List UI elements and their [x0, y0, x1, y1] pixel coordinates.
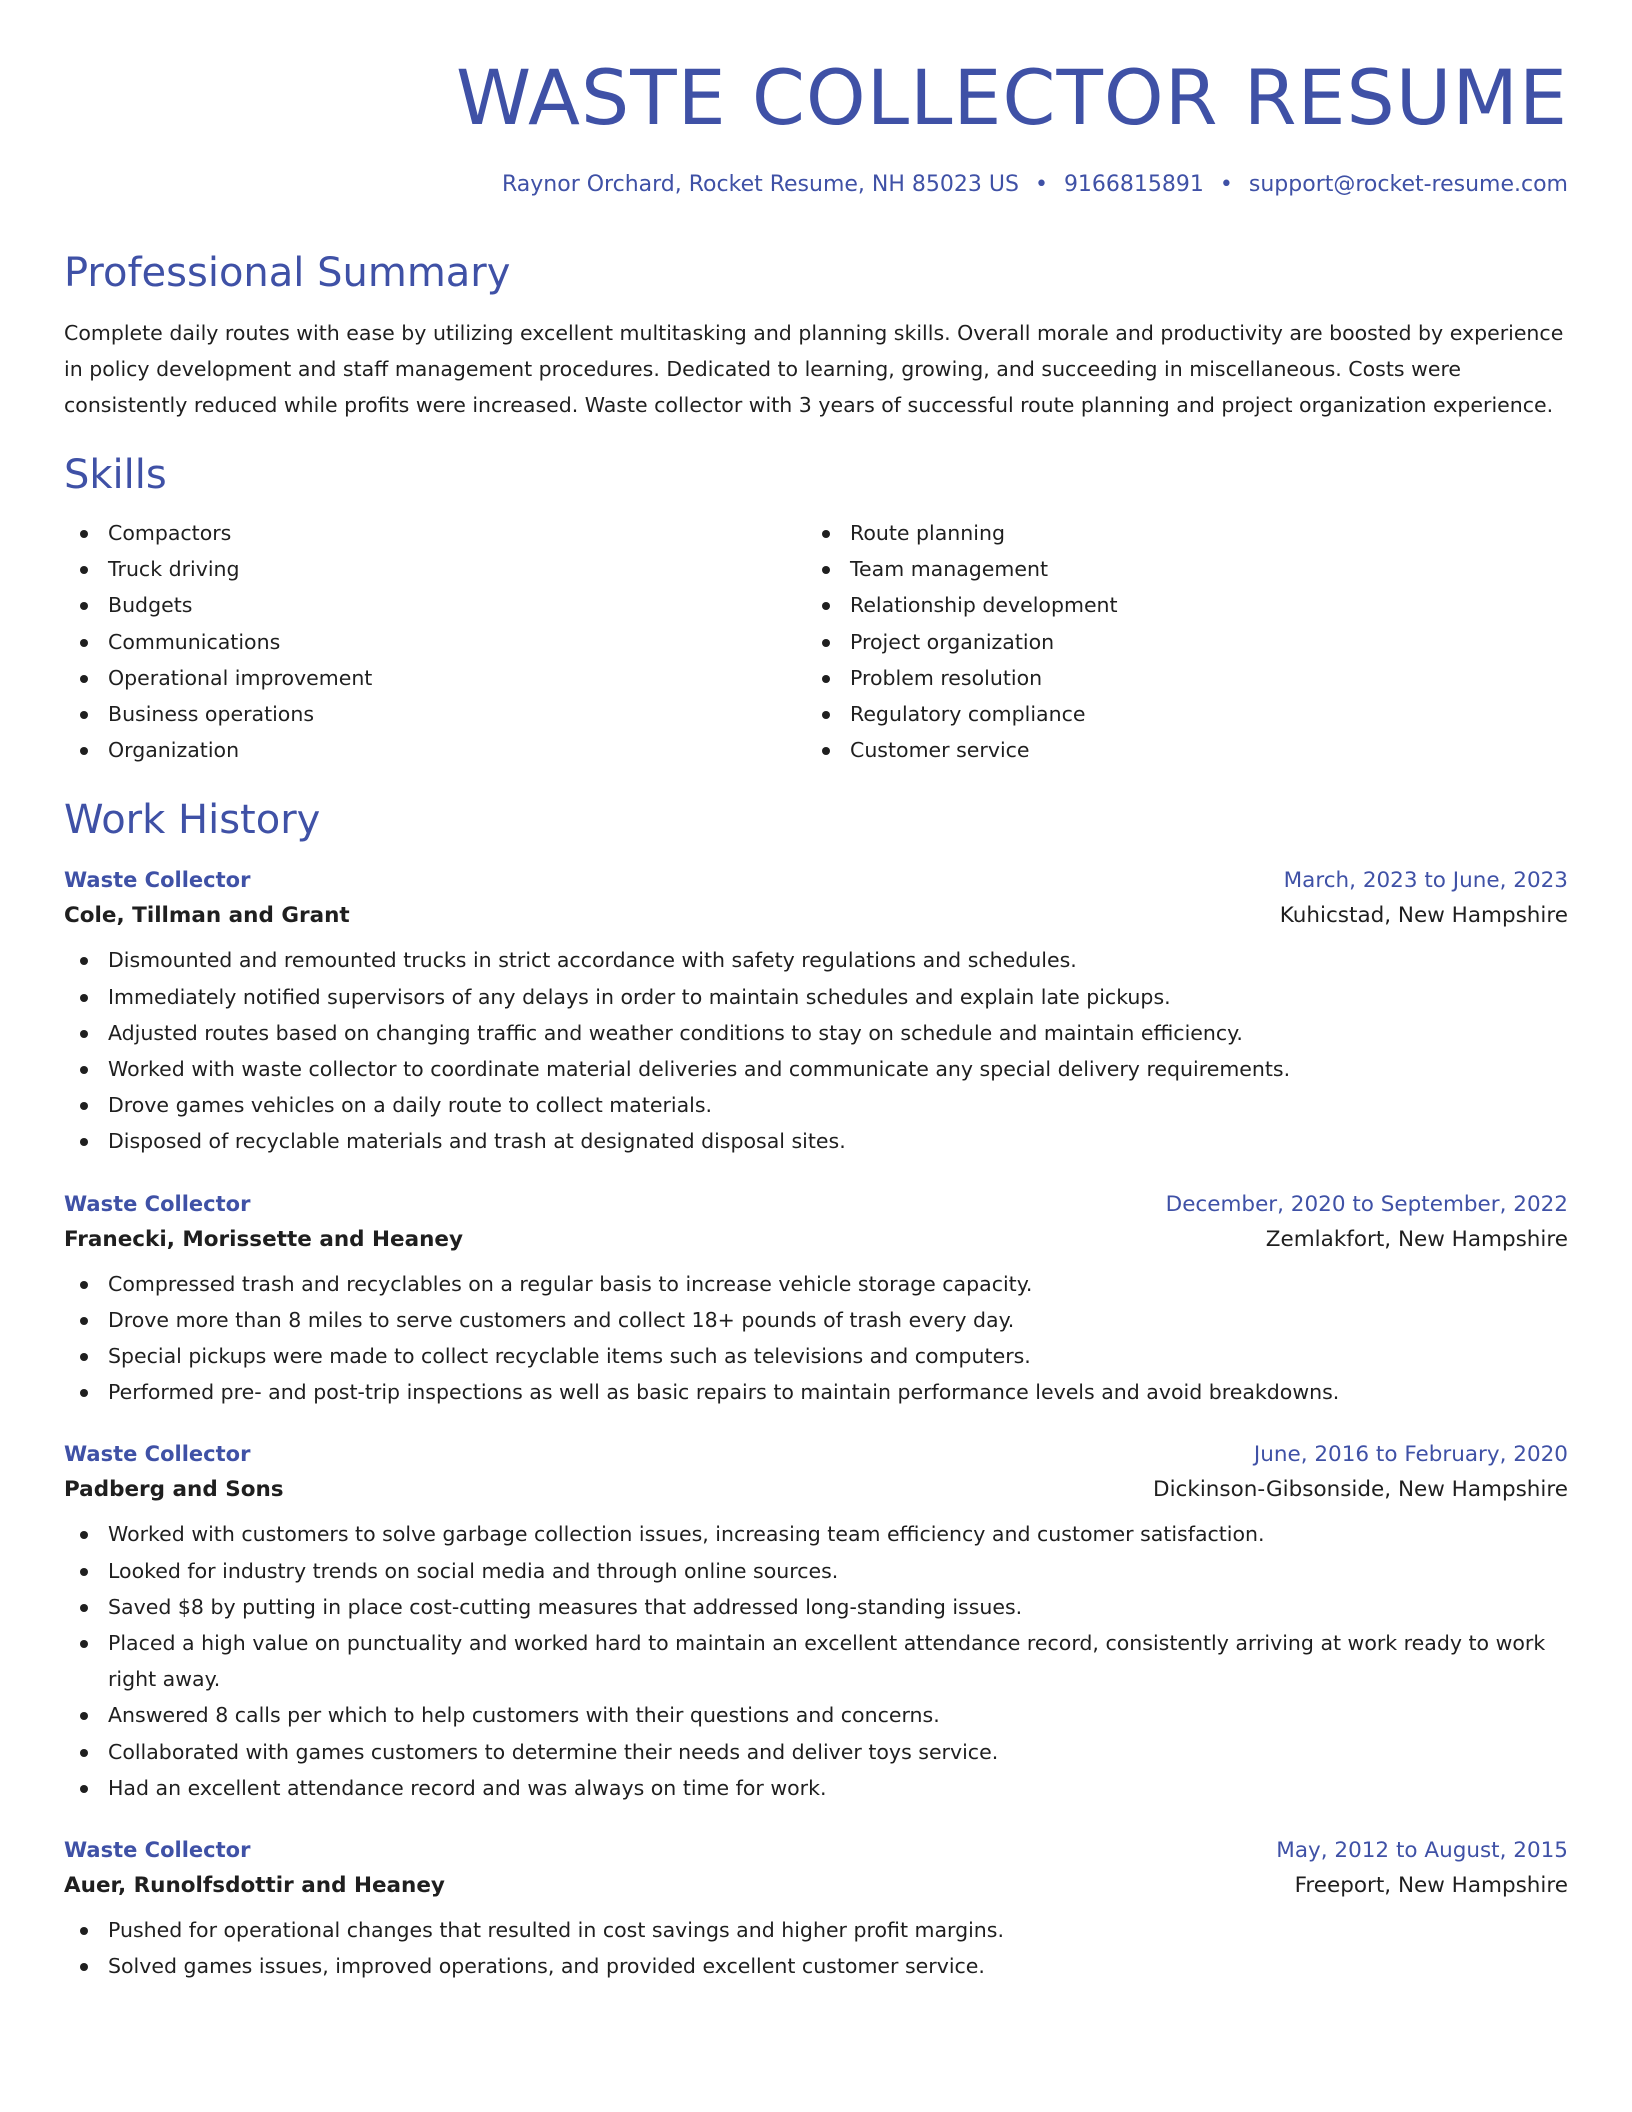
- job-title: Waste Collector: [64, 1191, 251, 1216]
- skill-item: [64, 696, 806, 732]
- section-title-summary: Professional Summary: [64, 250, 511, 296]
- job-duty-item: [64, 1302, 1568, 1338]
- list-item-text: Worked with waste collector to coordinate material deliveries and communicate any special delivery requirements.: [108, 1057, 1291, 1082]
- list-item-text: Worked with customers to solve garbage collection issues, increasing team efficiency and customer satisfaction.: [108, 1522, 1265, 1547]
- bullet-icon: [80, 1568, 88, 1576]
- skill-item: [64, 660, 806, 696]
- section-title-work-history: Work History: [64, 797, 321, 844]
- job-title-row: [64, 1442, 1568, 1467]
- job-company: Auer, Runolfsdottir and Heaney: [64, 1873, 445, 1899]
- bullet-icon: [80, 530, 88, 538]
- list-item-text: Compressed trash and recyclables on a regular basis to increase vehicle storage capacity.: [108, 1271, 1033, 1296]
- bullet-icon: [80, 711, 88, 719]
- bullet-icon: [80, 639, 88, 647]
- resume-page: [64, 0, 1568, 2112]
- bullet-icon: [80, 1604, 88, 1612]
- list-item-text: Operational improvement: [108, 665, 373, 690]
- job-dates: March, 2023 to June, 2023: [1283, 868, 1568, 894]
- list-item-text: Customer service: [850, 738, 1030, 763]
- job-title-row: [64, 1192, 1568, 1217]
- work-history-list: [64, 868, 1568, 1984]
- job-duty-item: [64, 1589, 1568, 1625]
- job-duty-item: [64, 1912, 1568, 1948]
- job-title-row: [64, 868, 1568, 893]
- bullet-icon: [80, 1389, 88, 1397]
- contact-line: [64, 172, 1568, 197]
- list-item-text: Drove games vehicles on a daily route to collect materials.: [108, 1093, 713, 1118]
- list-item-text: Route planning: [850, 521, 1005, 545]
- skills-column-left: [64, 515, 806, 768]
- bullet-icon: [80, 1785, 88, 1793]
- skills-column-right: [806, 515, 1548, 768]
- job-duty-item: [64, 1625, 1568, 1697]
- job-duty-item: [64, 1087, 1568, 1123]
- job-location: Zemlakfort, New Hampshire: [1265, 1226, 1568, 1252]
- job-entry: [64, 1838, 1568, 1984]
- list-item-text: Regulatory compliance: [850, 702, 1086, 727]
- list-item-text: Communications: [108, 629, 281, 654]
- bullet-icon: [822, 639, 830, 647]
- bullet-icon: [80, 1749, 88, 1757]
- bullet-icon: [822, 566, 830, 574]
- job-duty-item: [64, 942, 1568, 978]
- bullet-icon: [80, 1281, 88, 1289]
- bullet-icon: [80, 1102, 88, 1110]
- contact-email[interactable]: support@rocket-resume.com: [1248, 172, 1568, 197]
- bullet-icon: [80, 957, 88, 965]
- separator-dot: •: [1034, 172, 1048, 197]
- job-company: Cole, Tillman and Grant: [64, 903, 350, 929]
- bullet-icon: [80, 1066, 88, 1074]
- list-item-text: Disposed of recyclable materials and trash at designated disposal sites.: [108, 1129, 846, 1154]
- list-item-text: Pushed for operational changes that resulted in cost savings and higher profit margins.: [108, 1918, 1004, 1943]
- bullet-icon: [80, 747, 88, 755]
- list-item-text: Saved $8 by putting in place cost-cutting measures that addressed long-standing issues.: [108, 1594, 1023, 1619]
- bullet-icon: [80, 1531, 88, 1539]
- section-title-skills: Skills: [64, 452, 167, 498]
- skill-item: [64, 587, 806, 623]
- job-duty-item: [64, 1734, 1568, 1770]
- list-item-text: Project organization: [850, 629, 1055, 654]
- job-company-row: [64, 1227, 1568, 1252]
- list-item-text: Problem resolution: [850, 665, 1043, 690]
- job-title: Waste Collector: [64, 1838, 251, 1863]
- job-title-row: [64, 1838, 1568, 1863]
- job-duty-item: [64, 1948, 1568, 1984]
- list-item-text: Performed pre- and post-trip inspections as well as basic repairs to maintain performance levels and avoid breakdowns.: [108, 1380, 1340, 1405]
- job-duties-list: [64, 942, 1568, 1159]
- bullet-icon: [822, 602, 830, 610]
- bullet-icon: [822, 747, 830, 755]
- bullet-icon: [80, 1138, 88, 1146]
- skills-list: [64, 515, 1568, 768]
- job-duty-item: [64, 1338, 1568, 1374]
- job-entry: [64, 1192, 1568, 1411]
- job-duty-item: [64, 1123, 1568, 1159]
- list-item-text: Organization: [108, 738, 240, 763]
- job-entry: [64, 1442, 1568, 1806]
- contact-phone: 9166815891: [1063, 172, 1204, 197]
- bullet-icon: [80, 602, 88, 610]
- bullet-icon: [822, 711, 830, 719]
- bullet-icon: [80, 1712, 88, 1720]
- bullet-icon: [80, 1030, 88, 1038]
- list-item-text: Immediately notified supervisors of any delays in order to maintain schedules and explain late pickups.: [108, 984, 1171, 1009]
- skill-item: [64, 515, 806, 551]
- skill-item: [806, 732, 1548, 768]
- bullet-icon: [80, 994, 88, 1002]
- list-item-text: Team management: [850, 557, 1049, 582]
- job-company-row: [64, 903, 1568, 928]
- list-item-text: Special pickups were made to collect recyclable items such as televisions and computers.: [108, 1344, 1031, 1369]
- list-item-text: Adjusted routes based on changing traffic and weather conditions to stay on schedule and maintain efficiency.: [108, 1020, 1243, 1045]
- job-title: Waste Collector: [64, 1442, 251, 1467]
- bullet-icon: [822, 675, 830, 683]
- job-location: Kuhicstad, New Hampshire: [1279, 903, 1568, 929]
- job-duty-item: [64, 1516, 1568, 1552]
- skill-item: [806, 696, 1548, 732]
- summary-text: Complete daily routes with ease by utilizing excellent multitasking and planning skills. Overall morale and productivity are boosted by experience in policy development and staff management procedures. Dedicated to learning, growing, and succeeding in miscellaneous. Costs were consistently reduced while profits were increased. Waste collector with 3 years of successful route planning and project organization experience.: [64, 321, 1564, 417]
- bullet-icon: [80, 675, 88, 683]
- job-dates: June, 2016 to February, 2020: [1253, 1442, 1568, 1468]
- job-company-row: [64, 1873, 1568, 1898]
- list-item-text: Truck driving: [108, 557, 240, 582]
- job-dates: May, 2012 to August, 2015: [1276, 1838, 1568, 1864]
- list-item-text: Placed a high value on punctuality and worked hard to maintain an excellent attendance record, consistently arriving at work ready to work right away.: [108, 1631, 1546, 1692]
- skill-item: [64, 732, 806, 768]
- skill-item: [806, 587, 1548, 623]
- contact-address: Raynor Orchard, Rocket Resume, NH 85023 US: [502, 172, 1019, 197]
- bullet-icon: [822, 530, 830, 538]
- job-company: Franecki, Morissette and Heaney: [64, 1226, 463, 1252]
- job-duties-list: [64, 1912, 1568, 1984]
- list-item-text: Collaborated with games customers to determine their needs and deliver toys service.: [108, 1739, 999, 1764]
- bullet-icon: [80, 566, 88, 574]
- job-dates: December, 2020 to September, 2022: [1165, 1191, 1568, 1217]
- list-item-text: Had an excellent attendance record and was always on time for work.: [108, 1775, 827, 1800]
- job-duty-item: [64, 1374, 1568, 1410]
- list-item-text: Drove more than 8 miles to serve customers and collect 18+ pounds of trash every day.: [108, 1307, 1015, 1332]
- job-duty-item: [64, 1051, 1568, 1087]
- job-company-row: [64, 1477, 1568, 1502]
- job-duty-item: [64, 1553, 1568, 1589]
- job-duty-item: [64, 979, 1568, 1015]
- job-duty-item: [64, 1770, 1568, 1806]
- job-duty-item: [64, 1266, 1568, 1302]
- resume-title: WASTE COLLECTOR RESUME: [456, 53, 1568, 142]
- list-item-text: Answered 8 calls per which to help customers with their questions and concerns.: [108, 1703, 940, 1728]
- separator-dot: •: [1219, 172, 1233, 197]
- job-company: Padberg and Sons: [64, 1477, 284, 1503]
- skill-item: [806, 624, 1548, 660]
- list-item-text: Relationship development: [850, 593, 1118, 618]
- bullet-icon: [80, 1317, 88, 1325]
- job-location: Freeport, New Hampshire: [1294, 1873, 1568, 1899]
- job-duties-list: [64, 1516, 1568, 1806]
- list-item-text: Budgets: [108, 593, 193, 618]
- bullet-icon: [80, 1963, 88, 1971]
- list-item-text: Compactors: [108, 521, 232, 545]
- job-duties-list: [64, 1266, 1568, 1411]
- skill-item: [806, 551, 1548, 587]
- bullet-icon: [80, 1927, 88, 1935]
- job-entry: [64, 868, 1568, 1159]
- job-location: Dickinson-Gibsonside, New Hampshire: [1153, 1477, 1568, 1503]
- bullet-icon: [80, 1353, 88, 1361]
- skill-item: [64, 624, 806, 660]
- job-duty-item: [64, 1697, 1568, 1733]
- skill-item: [806, 515, 1548, 551]
- skill-item: [64, 551, 806, 587]
- job-title: Waste Collector: [64, 868, 251, 893]
- list-item-text: Business operations: [108, 702, 315, 727]
- job-duty-item: [64, 1015, 1568, 1051]
- bullet-icon: [80, 1640, 88, 1648]
- list-item-text: Looked for industry trends on social media and through online sources.: [108, 1558, 839, 1583]
- list-item-text: Solved games issues, improved operations, and provided excellent customer service.: [108, 1954, 985, 1979]
- skill-item: [806, 660, 1548, 696]
- list-item-text: Dismounted and remounted trucks in strict accordance with safety regulations and schedules.: [108, 948, 1077, 973]
